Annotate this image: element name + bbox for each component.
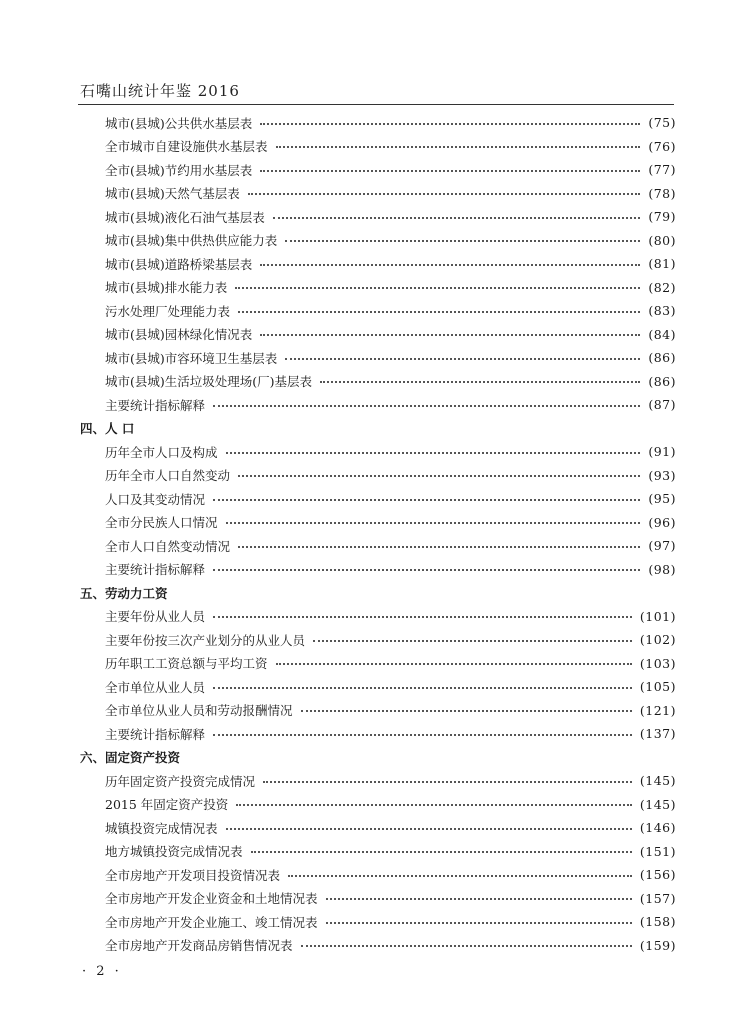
dot-leader (301, 945, 632, 947)
entry-page-number: (98) (648, 561, 676, 577)
toc-entry (80, 558, 676, 582)
entry-page-number: (145) (639, 773, 676, 789)
entry-title: 主要统计指标解释 (105, 397, 206, 413)
entry-title: 全市房地产开发商品房销售情况表 (105, 938, 293, 954)
toc-entry (80, 158, 676, 182)
entry-title: 全市人口自然变动情况 (105, 538, 231, 554)
entry-page-number: (97) (648, 538, 676, 554)
entry-title: 城镇投资完成情况表 (105, 820, 218, 836)
dot-leader (260, 264, 640, 266)
toc-entry (80, 276, 676, 300)
entry-title: 污水处理厂处理能力表 (105, 303, 231, 319)
toc-section-heading (80, 581, 676, 605)
dot-leader (276, 663, 632, 665)
entry-title: 主要年份按三次产业划分的从业人员 (105, 632, 306, 648)
toc-entry (80, 840, 676, 864)
toc-entry (80, 135, 676, 159)
dot-leader (213, 734, 632, 736)
entry-title: 主要统计指标解释 (105, 726, 206, 742)
table-of-contents (80, 111, 676, 957)
entry-page-number: (95) (648, 491, 676, 507)
entry-page-number: (83) (648, 303, 676, 319)
entry-title: 城市(县城)生活垃圾处理场(厂)基层表 (105, 374, 313, 390)
dot-leader (213, 616, 632, 618)
dot-leader (285, 240, 640, 242)
entry-title: 全市(县城)节约用水基层表 (105, 162, 253, 178)
toc-entry (80, 769, 676, 793)
entry-page-number: (78) (648, 185, 676, 201)
dot-leader (260, 123, 640, 125)
section-title: 四、人 口 (80, 421, 135, 437)
toc-entry (80, 393, 676, 417)
entry-title: 全市单位从业人员和劳动报酬情况 (105, 703, 293, 719)
toc-entry (80, 934, 676, 958)
entry-page-number: (105) (639, 679, 676, 695)
entry-title: 全市房地产开发企业施工、竣工情况表 (105, 914, 318, 930)
entry-title: 主要统计指标解释 (105, 562, 206, 578)
dot-leader (273, 217, 641, 219)
entry-page-number: (145) (639, 796, 676, 812)
entry-page-number: (75) (648, 115, 676, 131)
entry-page-number: (151) (639, 843, 676, 859)
entry-page-number: (159) (639, 937, 676, 953)
entry-title: 主要年份从业人员 (105, 609, 206, 625)
toc-entry (80, 346, 676, 370)
dot-leader (226, 522, 641, 524)
entry-page-number: (137) (639, 726, 676, 742)
dot-leader (238, 311, 640, 313)
section-title: 六、固定资产投资 (80, 750, 181, 766)
entry-title: 城市(县城)市容环境卫生基层表 (105, 350, 278, 366)
entry-page-number: (87) (648, 397, 676, 413)
toc-entry (80, 323, 676, 347)
entry-title: 全市房地产开发项目投资情况表 (105, 867, 281, 883)
dot-leader (288, 875, 632, 877)
entry-title: 城市(县城)集中供热供应能力表 (105, 233, 278, 249)
toc-entry (80, 464, 676, 488)
dot-leader (276, 146, 641, 148)
toc-entry (80, 910, 676, 934)
entry-title: 全市分民族人口情况 (105, 515, 218, 531)
entry-page-number: (101) (639, 608, 676, 624)
entry-title: 城市(县城)天然气基层表 (105, 186, 240, 202)
toc-entry (80, 793, 676, 817)
toc-entry (80, 229, 676, 253)
toc-entry (80, 699, 676, 723)
toc-entry (80, 205, 676, 229)
dot-leader (326, 898, 632, 900)
entry-page-number: (158) (639, 914, 676, 930)
toc-entry (80, 534, 676, 558)
entry-page-number: (157) (639, 890, 676, 906)
entry-page-number: (76) (648, 138, 676, 154)
entry-page-number: (93) (648, 467, 676, 483)
entry-page-number: (86) (648, 350, 676, 366)
entry-page-number: (81) (648, 256, 676, 272)
dot-leader (320, 381, 640, 383)
entry-page-number: (86) (648, 373, 676, 389)
running-head: 石嘴山统计年鉴 2016 (80, 82, 240, 100)
entry-title: 全市城市自建设施供水基层表 (105, 139, 268, 155)
toc-entry (80, 816, 676, 840)
entry-title: 城市(县城)公共供水基层表 (105, 115, 253, 131)
toc-entry (80, 182, 676, 206)
dot-leader (238, 546, 640, 548)
dot-leader (260, 170, 640, 172)
entry-page-number: (102) (639, 632, 676, 648)
dot-leader (213, 569, 640, 571)
dot-leader (213, 405, 640, 407)
toc-entry (80, 887, 676, 911)
dot-leader (326, 922, 632, 924)
toc-entry (80, 111, 676, 135)
entry-title: 历年固定资产投资完成情况 (105, 773, 256, 789)
entry-title: 人口及其变动情况 (105, 491, 206, 507)
toc-entry (80, 722, 676, 746)
dot-leader (301, 710, 632, 712)
toc-entry (80, 487, 676, 511)
dot-leader (236, 804, 632, 806)
dot-leader (260, 334, 640, 336)
dot-leader (213, 499, 640, 501)
entry-page-number: (96) (648, 514, 676, 530)
toc-entry (80, 863, 676, 887)
toc-section-heading (80, 746, 676, 770)
dot-leader (226, 828, 632, 830)
dot-leader (238, 475, 640, 477)
entry-page-number: (79) (648, 209, 676, 225)
toc-entry (80, 440, 676, 464)
entry-title: 2015 年固定资产投资 (105, 797, 229, 813)
entry-page-number: (84) (648, 326, 676, 342)
entry-title: 全市房地产开发企业资金和土地情况表 (105, 891, 318, 907)
header-rule (78, 104, 674, 105)
toc-section-heading (80, 417, 676, 441)
dot-leader (285, 358, 640, 360)
entry-page-number: (146) (639, 820, 676, 836)
dot-leader (313, 640, 632, 642)
entry-title: 历年全市人口自然变动 (105, 468, 231, 484)
entry-title: 历年职工工资总额与平均工资 (105, 656, 268, 672)
dot-leader (235, 287, 640, 289)
toc-entry (80, 628, 676, 652)
entry-title: 全市单位从业人员 (105, 679, 206, 695)
dot-leader (263, 781, 632, 783)
entry-title: 城市(县城)道路桥梁基层表 (105, 256, 253, 272)
dot-leader (226, 452, 641, 454)
toc-entry (80, 511, 676, 535)
section-title: 五、劳动力工资 (80, 585, 168, 601)
toc-entry (80, 252, 676, 276)
entry-page-number: (77) (648, 162, 676, 178)
toc-entry (80, 299, 676, 323)
toc-entry (80, 675, 676, 699)
toc-entry (80, 370, 676, 394)
entry-page-number: (103) (639, 655, 676, 671)
toc-entry (80, 652, 676, 676)
entry-page-number: (156) (639, 867, 676, 883)
entry-title: 城市(县城)排水能力表 (105, 280, 228, 296)
entry-title: 地方城镇投资完成情况表 (105, 844, 243, 860)
dot-leader (251, 851, 632, 853)
dot-leader (248, 193, 641, 195)
toc-entry (80, 605, 676, 629)
entry-title: 历年全市人口及构成 (105, 444, 218, 460)
entry-page-number: (80) (648, 232, 676, 248)
dot-leader (213, 687, 632, 689)
entry-title: 城市(县城)园林绿化情况表 (105, 327, 253, 343)
entry-page-number: (91) (648, 444, 676, 460)
entry-page-number: (82) (648, 279, 676, 295)
entry-title: 城市(县城)液化石油气基层表 (105, 209, 265, 225)
entry-page-number: (121) (639, 702, 676, 718)
page-number: · 2 · (82, 964, 122, 979)
